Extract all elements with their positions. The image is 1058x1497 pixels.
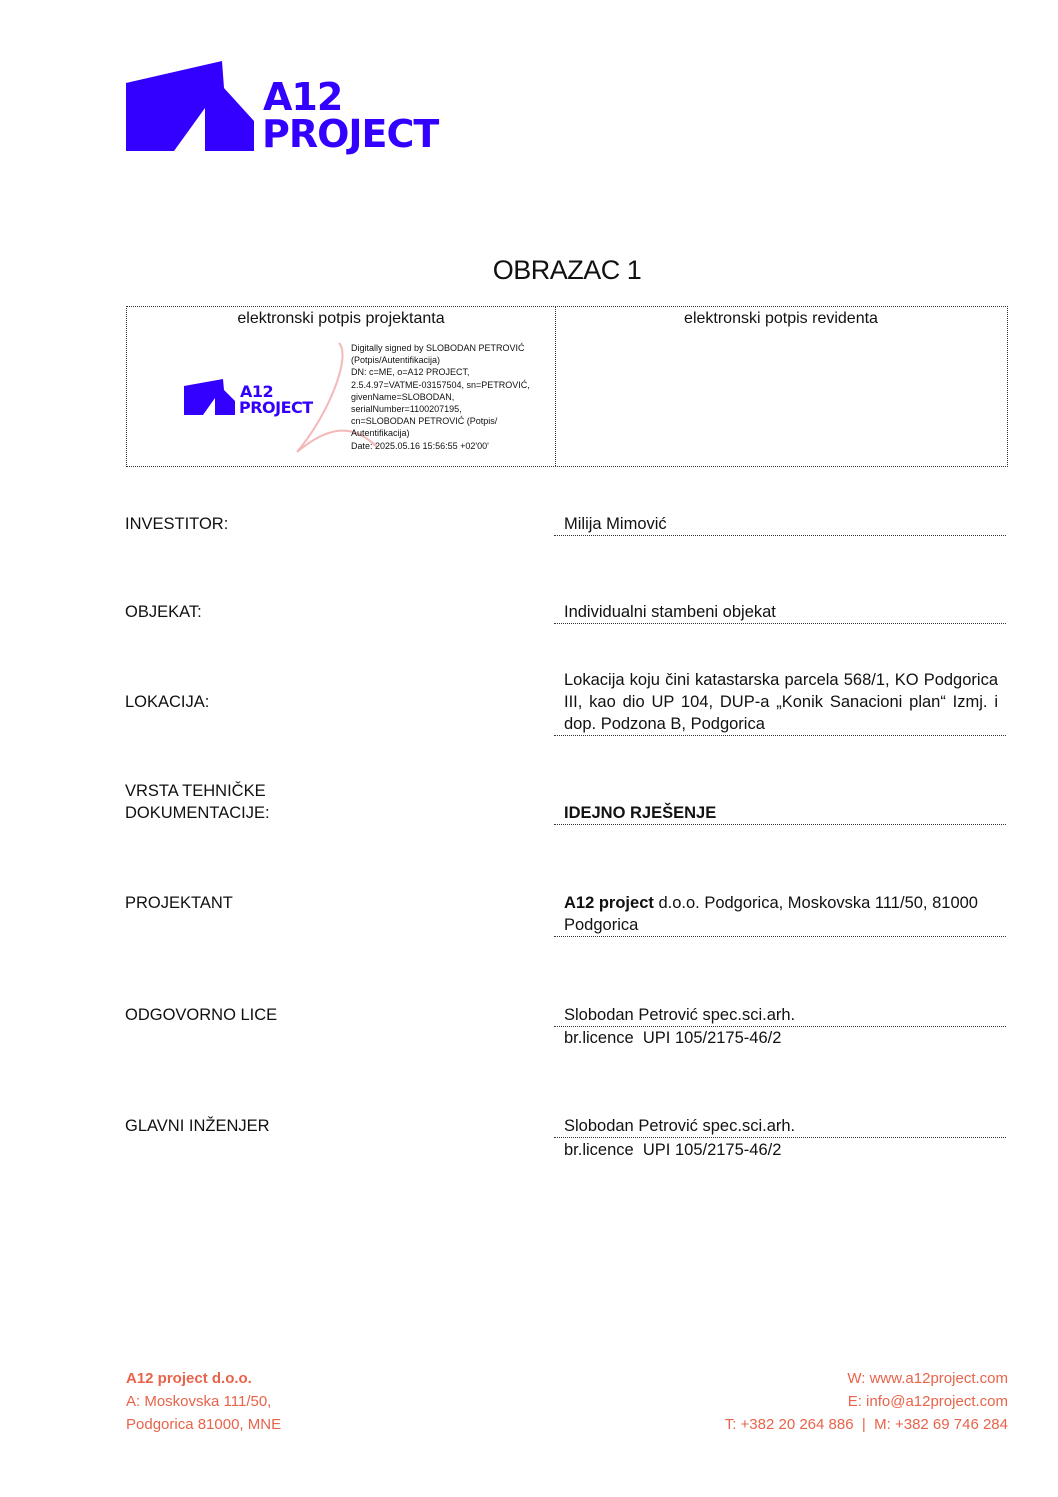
sig-line: givenName=SLOBODAN, <box>351 391 455 402</box>
sig-line: Digitally signed by SLOBODAN PETROVIĆ <box>351 343 525 353</box>
stamp-logo-project: PROJECT <box>239 398 313 417</box>
footer-phones: T: +382 20 264 886 | M: +382 69 746 284 <box>724 1416 1008 1433</box>
projektant-value <box>554 892 1006 937</box>
odgovorno-lice-licence-text: br.licence UPI 105/2175-46/2 <box>564 1029 782 1047</box>
glavni-inzenjer-licence-text: br.licence UPI 105/2175-46/2 <box>564 1141 782 1159</box>
digital-signature-details <box>351 342 530 452</box>
odgovorno-lice-label: ODGOVORNO LICE <box>125 1006 278 1024</box>
objekat-value <box>554 601 1006 624</box>
page-title: OBRAZAC 1 <box>492 255 642 285</box>
designer-signature-heading: elektronski potpis projektanta <box>237 310 445 327</box>
sig-line: Date: 2025.05.16 15:56:55 +02'00' <box>351 440 489 451</box>
footer-web-link[interactable]: W: www.a12project.com <box>847 1370 1008 1387</box>
signature-divider <box>555 307 556 466</box>
lokacija-label: LOKACIJA: <box>125 693 210 711</box>
footer-left <box>126 1367 281 1436</box>
sig-line: cn=SLOBODAN PETROVIĆ (Potpis/ <box>351 416 498 427</box>
investitor-text: Milija Mimović <box>564 515 667 533</box>
logo-text-project: PROJECT <box>262 112 439 156</box>
footer-right <box>725 1367 1008 1436</box>
vrsta-value <box>554 802 1006 825</box>
investitor-label: INVESTITOR: <box>125 515 229 533</box>
logo-text-a12: A12 <box>263 75 343 119</box>
vrsta-text: IDEJNO RJEŠENJE <box>564 804 717 822</box>
investitor-value <box>554 513 1006 536</box>
projektant-company: A12 project <box>564 894 654 912</box>
vrsta-label <box>125 780 270 824</box>
footer-company: A12 project d.o.o. <box>126 1370 252 1387</box>
glavni-inzenjer-value <box>554 1115 1006 1138</box>
signature-table <box>126 306 1008 467</box>
vrsta-label-line2: DOKUMENTACIJE: <box>125 804 270 822</box>
projektant-text: d.o.o. Podgorica, Moskovska 111/50, 81000 Podgorica <box>564 894 978 934</box>
reviewer-signature-heading: elektronski potpis revidenta <box>684 310 878 327</box>
stamp-logo-icon <box>184 379 235 415</box>
objekat-text: Individualni stambeni objekat <box>564 603 776 621</box>
footer-address1: A: Moskovska 111/50, <box>126 1393 272 1410</box>
sig-line: 2.5.4.97=VATME-03157504, sn=PETROVIĆ, <box>351 379 530 390</box>
objekat-label: OBJEKAT: <box>125 603 202 621</box>
sig-line: Autentifikacija) <box>351 428 410 439</box>
glavni-inzenjer-label: GLAVNI INŽENJER <box>125 1117 270 1135</box>
vrsta-label-line1: VRSTA TEHNIČKE <box>125 782 266 800</box>
sig-line: (Potpis/Autentifikacija) <box>351 355 441 366</box>
odgovorno-lice-text: Slobodan Petrović spec.sci.arh. <box>564 1006 796 1024</box>
odgovorno-lice-value <box>554 1004 1006 1027</box>
footer-email-link[interactable]: E: info@a12project.com <box>847 1393 1008 1410</box>
glavni-inzenjer-text: Slobodan Petrović spec.sci.arh. <box>564 1117 796 1135</box>
footer-address2: Podgorica 81000, MNE <box>126 1416 282 1433</box>
lokacija-text: Lokacija koju čini katastarska parcela 568/1, KO Podgorica III, kao dio UP 104, DUP-a „Konik Sanacioni plan“ Izmj. i dop. Podzona B, Podgorica <box>564 671 998 733</box>
projektant-label: PROJEKTANT <box>125 894 233 912</box>
lokacija-value <box>554 669 1006 736</box>
logo-house-icon <box>0 0 260 160</box>
sig-line: DN: c=ME, o=A12 PROJECT, <box>351 367 470 378</box>
sig-line: serialNumber=1100207195, <box>351 404 462 415</box>
stamp-logo-a12: A12 <box>240 382 274 401</box>
odgovorno-lice-licence <box>554 1027 1006 1049</box>
glavni-inzenjer-licence <box>554 1139 1006 1161</box>
